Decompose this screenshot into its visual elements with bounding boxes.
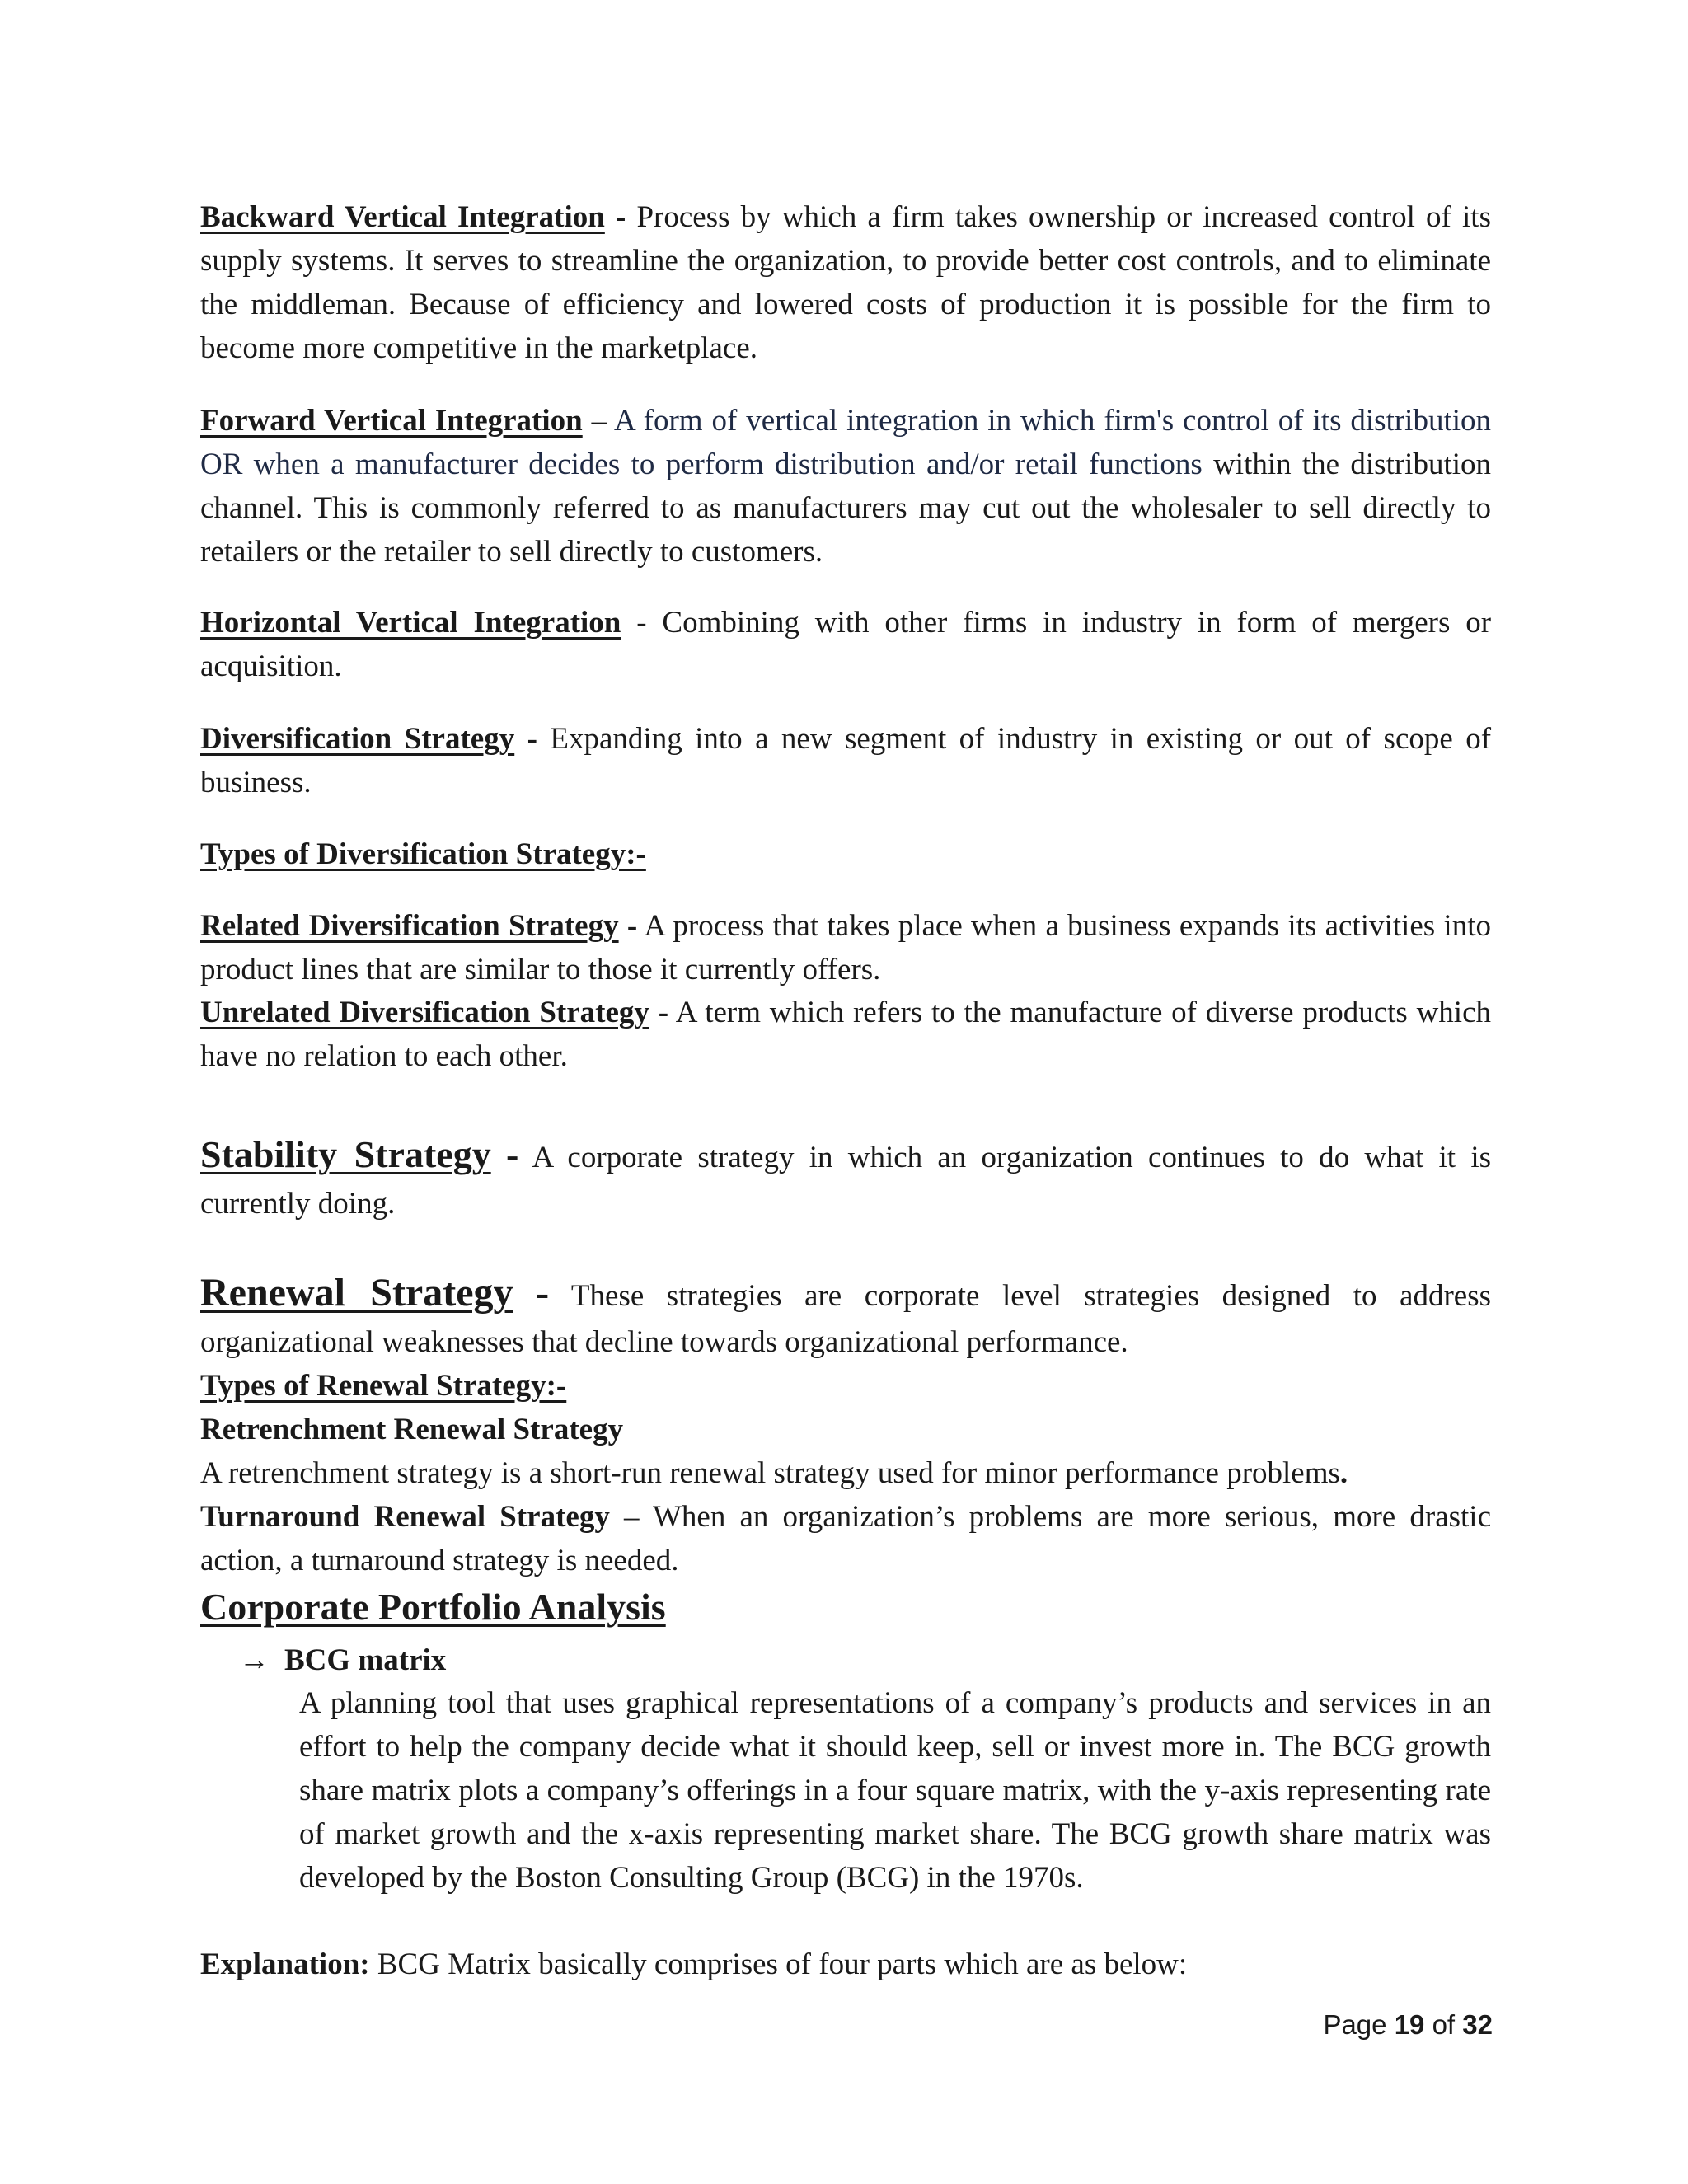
bcg-matrix-paragraph bbox=[299, 1681, 1491, 1900]
diversification-text: Expanding into a new segment of industry in existing or out of scope of business. bbox=[200, 722, 1492, 799]
page-number: 19 bbox=[1394, 2009, 1425, 2040]
term-separator: - bbox=[636, 606, 647, 640]
retrenchment-text: A retrenchment strategy is a short-run renewal strategy used for minor performance problems bbox=[200, 1456, 1340, 1490]
unrelated-diversification-text: A term which refers to the manufacture of diverse products which have no relation to each other. bbox=[200, 996, 1491, 1073]
stability-strategy-term: Stability Strategy bbox=[200, 1133, 491, 1175]
retrenchment-heading: Retrenchment Renewal Strategy bbox=[200, 1413, 624, 1446]
retrenchment-paragraph bbox=[200, 1451, 1491, 1495]
portfolio-heading-paragraph bbox=[200, 1582, 1491, 1635]
stability-strategy-paragraph bbox=[200, 1132, 1491, 1227]
bcg-matrix-heading: BCG matrix bbox=[284, 1643, 447, 1677]
forward-integration-text-a: A form of vertical integration in which firm's control of its distribution OR when a manufacturer decides to perform distribution and/or retail functions bbox=[200, 404, 1492, 481]
related-diversification-paragraph bbox=[200, 904, 1491, 991]
turnaround-text: When an organization’s problems are more serious, more drastic action, a turnaround strategy is needed. bbox=[200, 1500, 1491, 1577]
explanation-text: BCG Matrix basically comprises of four parts which are as below: bbox=[377, 1947, 1188, 1981]
turnaround-term: Turnaround Renewal Strategy bbox=[200, 1500, 610, 1534]
backward-integration-paragraph bbox=[200, 195, 1491, 370]
term-separator: - bbox=[626, 909, 638, 943]
bcg-matrix-bullet bbox=[239, 1638, 446, 1682]
related-diversification-term: Related Diversification Strategy bbox=[200, 909, 619, 943]
explanation-paragraph bbox=[200, 1943, 1491, 1986]
page-word: Page bbox=[1323, 2009, 1387, 2040]
forward-integration-term: Forward Vertical Integration bbox=[200, 404, 583, 438]
term-separator: - bbox=[505, 1133, 519, 1175]
unrelated-diversification-paragraph bbox=[200, 991, 1491, 1078]
term-separator: – bbox=[591, 404, 607, 438]
diversification-term: Diversification Strategy bbox=[200, 722, 515, 756]
turnaround-paragraph bbox=[200, 1495, 1491, 1582]
forward-integration-paragraph bbox=[200, 399, 1491, 574]
renewal-strategy-text: These strategies are corporate level strategies designed to address organizational weaknesses that decline towards organizational performance. bbox=[200, 1279, 1491, 1359]
backward-integration-text: Process by which a firm takes ownership or increased control of its supply systems. It serves to streamline the organization, to provide better cost controls, and to eliminate the middleman. Because of efficiency and lowered costs of production it is possible for the firm to become more competitive in the marketplace. bbox=[200, 200, 1491, 365]
bcg-matrix-text: A planning tool that uses graphical representations of a company’s products and services in an effort to help the company decide what it should keep, sell or invest more in. The BCG growth share matrix plots a company’s offerings in a four square matrix, with the y-axis representing rate of market growth and the x-axis representing market share. The BCG growth share matrix was developed by the Boston Consulting Group (BCG) in the 1970s. bbox=[299, 1686, 1491, 1895]
stability-strategy-text: A corporate strategy in which an organization continues to do what it is currently doing. bbox=[200, 1141, 1492, 1221]
backward-integration-term: Backward Vertical Integration bbox=[200, 200, 605, 234]
page-footer bbox=[1323, 2009, 1493, 2041]
forward-integration-text-b: within the distribution channel. This is commonly referred to as manufacturers may cut out the wholesaler to sell directly to retailers or the retailer to sell directly to customers. bbox=[200, 448, 1492, 569]
of-word: of bbox=[1432, 2009, 1456, 2040]
term-separator: - bbox=[536, 1271, 550, 1315]
page-total: 32 bbox=[1462, 2009, 1493, 2040]
retrenchment-period: . bbox=[1339, 1456, 1348, 1490]
types-diversification-heading-paragraph bbox=[200, 832, 1491, 876]
types-renewal-heading-paragraph bbox=[200, 1364, 1491, 1408]
arrow-icon: → bbox=[239, 1643, 270, 1677]
unrelated-diversification-term: Unrelated Diversification Strategy bbox=[200, 996, 649, 1029]
explanation-label: Explanation: bbox=[200, 1947, 370, 1981]
term-separator: - bbox=[527, 722, 537, 756]
term-separator: – bbox=[624, 1500, 640, 1534]
portfolio-heading: Corporate Portfolio Analysis bbox=[200, 1586, 666, 1628]
related-diversification-text: A process that takes place when a business expands its activities into product lines that are similar to those it currently offers. bbox=[200, 909, 1491, 987]
types-diversification-heading: Types of Diversification Strategy:- bbox=[200, 837, 646, 871]
diversification-paragraph bbox=[200, 717, 1491, 804]
horizontal-integration-paragraph bbox=[200, 601, 1491, 688]
horizontal-integration-text: Combining with other firms in industry in form of mergers or acquisition. bbox=[200, 606, 1492, 683]
renewal-strategy-term: Renewal Strategy bbox=[200, 1271, 513, 1315]
horizontal-integration-term: Horizontal Vertical Integration bbox=[200, 606, 621, 640]
renewal-strategy-paragraph bbox=[200, 1270, 1491, 1366]
term-separator: - bbox=[658, 996, 669, 1029]
types-renewal-heading: Types of Renewal Strategy:- bbox=[200, 1369, 567, 1403]
term-separator: - bbox=[615, 200, 626, 234]
